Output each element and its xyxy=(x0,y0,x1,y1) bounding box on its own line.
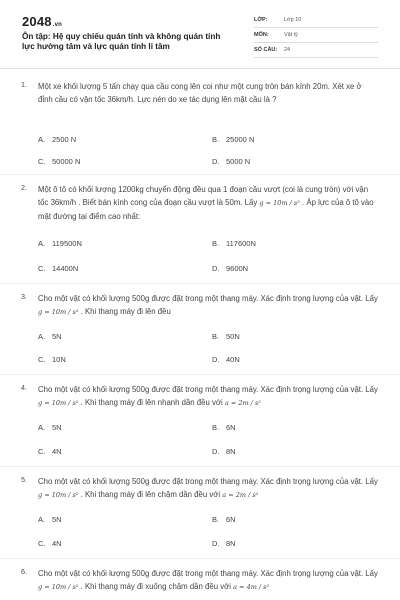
formula-a: a = 2m / s² xyxy=(224,399,261,407)
question-divider xyxy=(0,466,400,467)
question-number: 4. xyxy=(21,383,27,392)
option-text: 50N xyxy=(226,332,240,341)
option-letter: D. xyxy=(212,264,220,273)
option-a[interactable] xyxy=(38,239,82,248)
meta-class xyxy=(254,14,378,28)
meta-subject-label: MÔN: xyxy=(254,32,269,38)
question-number: 2. xyxy=(21,183,27,192)
option-d[interactable] xyxy=(212,157,250,166)
option-b[interactable] xyxy=(212,135,254,144)
question-text xyxy=(38,567,378,594)
worksheet-title: Ôn tập: Hệ quy chiếu quán tính và không quán tính lực hướng tâm và lực quán tính li tâm xyxy=(22,32,221,51)
question-text-part: Cho một vật có khối lượng 500g được đặt trong một thang máy. Xác định trọng lượng của vật. Lấy xyxy=(38,569,378,578)
option-letter: D. xyxy=(212,539,220,548)
question-text xyxy=(38,183,378,223)
formula-g: g = 10m / s² xyxy=(259,199,300,207)
option-letter: B. xyxy=(212,423,220,432)
meta-class-label: LỚP: xyxy=(254,17,268,23)
option-text: 6N xyxy=(226,423,236,432)
meta-class-value: Lớp 10 xyxy=(284,17,302,23)
meta-count-label: SỐ CÂU: xyxy=(254,47,278,53)
option-text: 50000 N xyxy=(52,157,81,166)
option-c[interactable] xyxy=(38,355,66,364)
question-text-part: . Khi thang máy đi xuống chậm dần đều với xyxy=(80,582,231,591)
question-divider xyxy=(0,174,400,175)
option-letter: C. xyxy=(38,157,46,166)
option-a[interactable] xyxy=(38,423,62,432)
option-text: 40N xyxy=(226,355,240,364)
option-letter: B. xyxy=(212,135,220,144)
option-text: 25000 N xyxy=(226,135,255,144)
question-text xyxy=(38,383,378,410)
option-letter: B. xyxy=(212,332,220,341)
question-text-part: Cho một vật có khối lượng 500g được đặt trong một thang máy. Xác định trọng lượng của vật. Lấy xyxy=(38,385,378,394)
option-text: 9600N xyxy=(226,264,249,273)
question-divider xyxy=(0,283,400,284)
option-d[interactable] xyxy=(212,539,236,548)
option-letter: B. xyxy=(212,515,220,524)
question-text-part: . Áp lực của ô tô vào mặt đường tại điểm cao nhất: xyxy=(38,198,374,221)
meta-subject xyxy=(254,29,378,43)
question-number: 6. xyxy=(21,567,27,576)
question-text-part: Cho một vật có khối lượng 500g được đặt trong một thang máy. Xác định trọng lượng của vật. Lấy xyxy=(38,294,378,303)
logo-main: 2048 xyxy=(22,14,52,29)
question-number: 5. xyxy=(21,475,27,484)
option-text: 119500N xyxy=(52,239,82,248)
formula-g: g = 10m / s² xyxy=(38,399,79,407)
option-b[interactable] xyxy=(212,239,256,248)
question-text: Một xe khối lượng 5 tấn chạy qua cầu cong lên coi như một cung tròn bán kính 20m. Xét xe ở đỉnh cầu có vận tốc 36km/h. Lực nén do xe tác dụng lên mặt cầu là ? xyxy=(38,82,362,104)
header-divider xyxy=(0,68,400,69)
option-text: 8N xyxy=(226,539,236,548)
formula-g: g = 10m / s² xyxy=(38,308,79,316)
option-letter: B. xyxy=(212,239,220,248)
meta-subject-value: Vật lý xyxy=(284,32,298,38)
question-text-part: Một ô tô có khối lượng 1200kg chuyển động đều qua 1 đoạn cầu vượt (coi là cung tròn) với vận tốc 36km/h . Biết bán kính cong của đoạn cầu vượt là 50m. Lấy xyxy=(38,185,369,207)
option-text: 4N xyxy=(52,447,62,456)
option-b[interactable] xyxy=(212,515,236,524)
option-b[interactable] xyxy=(212,332,240,341)
option-a[interactable] xyxy=(38,332,62,341)
option-letter: A. xyxy=(38,423,46,432)
option-d[interactable] xyxy=(212,447,236,456)
question-text-part: . Khi thang máy đi lên đều xyxy=(80,307,171,316)
option-text: 5000 N xyxy=(226,157,251,166)
option-c[interactable] xyxy=(38,447,62,456)
option-text: 4N xyxy=(52,539,62,548)
option-letter: A. xyxy=(38,515,46,524)
option-text: 6N xyxy=(226,515,236,524)
option-d[interactable] xyxy=(212,264,248,273)
question-divider xyxy=(0,374,400,375)
site-logo[interactable] xyxy=(22,14,62,29)
option-a[interactable] xyxy=(38,515,62,524)
question-number: 1. xyxy=(21,80,27,89)
option-letter: C. xyxy=(38,447,46,456)
option-letter: C. xyxy=(38,264,46,273)
question-text xyxy=(38,475,378,502)
option-letter: D. xyxy=(212,157,220,166)
option-a[interactable] xyxy=(38,135,76,144)
question-text xyxy=(38,292,378,319)
option-letter: A. xyxy=(38,239,46,248)
option-c[interactable] xyxy=(38,157,80,166)
formula-a: a = 4m / s² xyxy=(233,583,270,591)
meta-count xyxy=(254,44,378,58)
worksheet-header xyxy=(0,0,400,68)
option-text: 8N xyxy=(226,447,236,456)
option-letter: C. xyxy=(38,539,46,548)
option-text: 10N xyxy=(52,355,66,364)
option-letter: D. xyxy=(212,355,220,364)
formula-g: g = 10m / s² xyxy=(38,583,79,591)
option-text: 14400N xyxy=(52,264,79,273)
question-divider xyxy=(0,558,400,559)
meta-count-value: 24 xyxy=(284,47,291,53)
option-text: 5N xyxy=(52,423,62,432)
option-text: 117600N xyxy=(226,239,256,248)
option-letter: C. xyxy=(38,355,46,364)
option-letter: A. xyxy=(38,332,46,341)
option-d[interactable] xyxy=(212,355,240,364)
formula-g: g = 10m / s² xyxy=(38,491,79,499)
question-number: 3. xyxy=(21,292,27,301)
logo-tld: .vn xyxy=(52,22,63,28)
option-text: 5N xyxy=(52,332,62,341)
option-letter: A. xyxy=(38,135,46,144)
question-text-part: . Khi thang máy đi lên nhanh dần đều với xyxy=(80,398,223,407)
question-text-part: . Khi thang máy đi lên chậm dần đều với xyxy=(80,490,221,499)
question-text-part: Cho một vật có khối lượng 500g được đặt trong một thang máy. Xác định trọng lượng của vật. Lấy xyxy=(38,477,378,486)
option-letter: D. xyxy=(212,447,220,456)
option-c[interactable] xyxy=(38,264,78,273)
option-c[interactable] xyxy=(38,539,62,548)
option-b[interactable] xyxy=(212,423,236,432)
option-text: 5N xyxy=(52,515,62,524)
option-text: 2500 N xyxy=(52,135,77,144)
formula-a: a = 2m / s² xyxy=(222,491,259,499)
